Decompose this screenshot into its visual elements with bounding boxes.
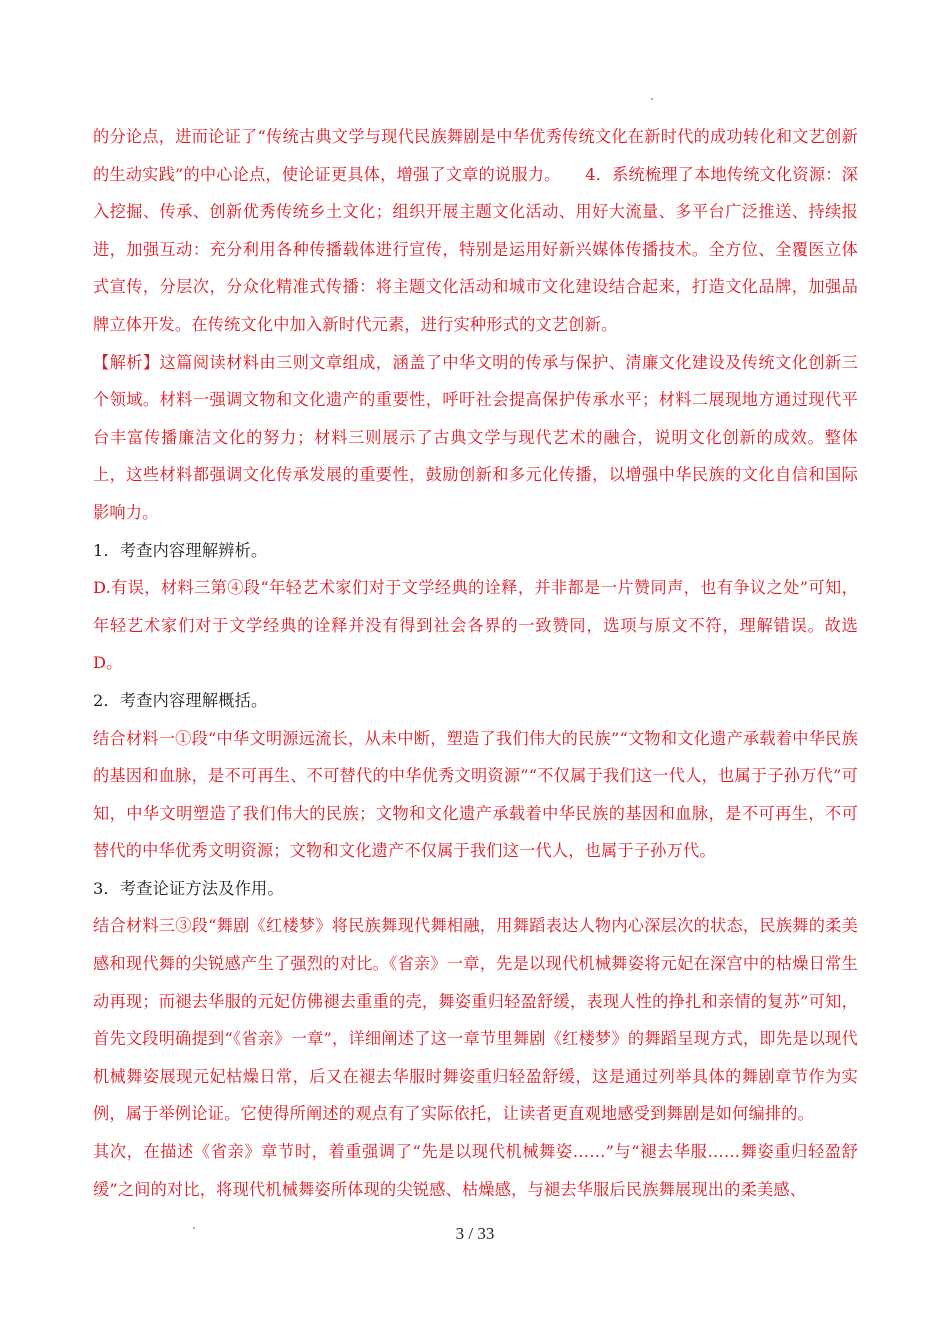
question-3-heading: 3．考查论证方法及作用。 [93, 878, 284, 898]
question-2-explanation: 结合材料一①段“中华文明源远流长，从未中断，塑造了我们伟大的民族”“文物和文化遗产承载着中华民族的基因和血脉，是不可再生、不可替代的中华优秀文明资源”“不仅属于我们这一代人，也属于子孙万代”可知，中华文明塑造了我们伟大的民族；文物和文化遗产承载着中华民族的基因和血脉，是不可再生，不可替代的中华优秀文明资源；文物和文化遗产不仅属于我们这一代人，也属于子孙万代。 [93, 728, 858, 861]
page-number: 3 / 33 [455, 1224, 495, 1243]
question-2-heading: 2．考查内容理解概括。 [93, 690, 268, 710]
question-3-explanation-continued: 其次，在描述《省亲》章节时，着重强调了“先是以现代机械舞姿……”与“褪去华服……舞姿重归轻盈舒缓”之间的对比，将现代机械舞姿所体现的尖锐感、枯燥感，与褪去华服后民族舞展现出的柔美感、 [93, 1142, 858, 1199]
paragraph-analysis [93, 344, 858, 532]
paragraph-answer-continuation: 的分论点，进而论证了“传统古典文学与现代民族舞剧是中华优秀传统文化在新时代的成功转化和文艺创新的生动实践”的中心论点，使论证更具体，增强了文章的说服力。 4．系统梳理了本地传统文化资源：深入挖掘、传承、创新优秀传统乡土文化；组织开展主题文化活动、用好大流量、多平台广泛推送、持续报进，加强互动：充分利用各种传播载体进行宣传，特别是运用好新兴媒体传播技术。全方位、全覆医立体式宣传，分层次，分众化精准式传播：将主题文化活动和城市文化建设结合起来，打造文化品牌，加强品牌立体开发。在传统文化中加入新时代元素，进行实种形式的文艺创新。 [93, 127, 858, 334]
question-3-explanation: 结合材料三③段“舞剧《红楼梦》将民族舞现代舞相融，用舞蹈表达人物内心深层次的状态，民族舞的柔美感和现代舞的尖锐感产生了强烈的对比。《省亲》一章，先是以现代机械舞姿将元妃在深宫中的枯燥日常生动再现；而褪去华服的元妃仿佛褪去重重的壳，舞姿重归轻盈舒缓，表现人性的挣扎和亲情的复苏”可知，首先文段明确提到“《省亲》一章”，详细阐述了这一章节里舞剧《红楼梦》的舞蹈呈现方式，即先是以现代机械舞姿展现元妃枯燥日常，后又在褪去华服时舞姿重归轻盈舒缓，这是通过列举具体的舞剧章节作为实例，属于举例论证。它使得所阐述的观点有了实际依托，让读者更直观地感受到舞剧是如何编排的。 [93, 916, 858, 1124]
analysis-text: 这篇阅读材料由三则文章组成，涵盖了中华文明的传承与保护、清廉文化建设及传统文化创新三个领域。材料一强调文物和文化遗产的重要性，呼吁社会提高保护传承水平；材料二展现地方通过现代平台丰富传播廉洁文化的努力；材料三则展示了古典文学与现代艺术的融合，说明文化创新的成效。整体上，这些材料都强调文化传承发展的重要性，鼓励创新和多元化传播，以增强中华民族的文化自信和国际影响力。 [93, 352, 858, 522]
scan-speck [651, 98, 653, 100]
analysis-tag: 【解析】 [93, 352, 160, 372]
question-1-explanation: D.有误，材料三第④段“年轻艺术家们对于文学经典的诠释，并非都是一片赞同声，也有争议之处”可知，年轻艺术家们对于文学经典的诠释并没有得到社会各界的一致赞同，选项与原文不符，理解错误。故选D。 [93, 578, 858, 673]
document-body [93, 118, 858, 1208]
question-1-heading: 1．考查内容理解辨析。 [93, 540, 268, 560]
